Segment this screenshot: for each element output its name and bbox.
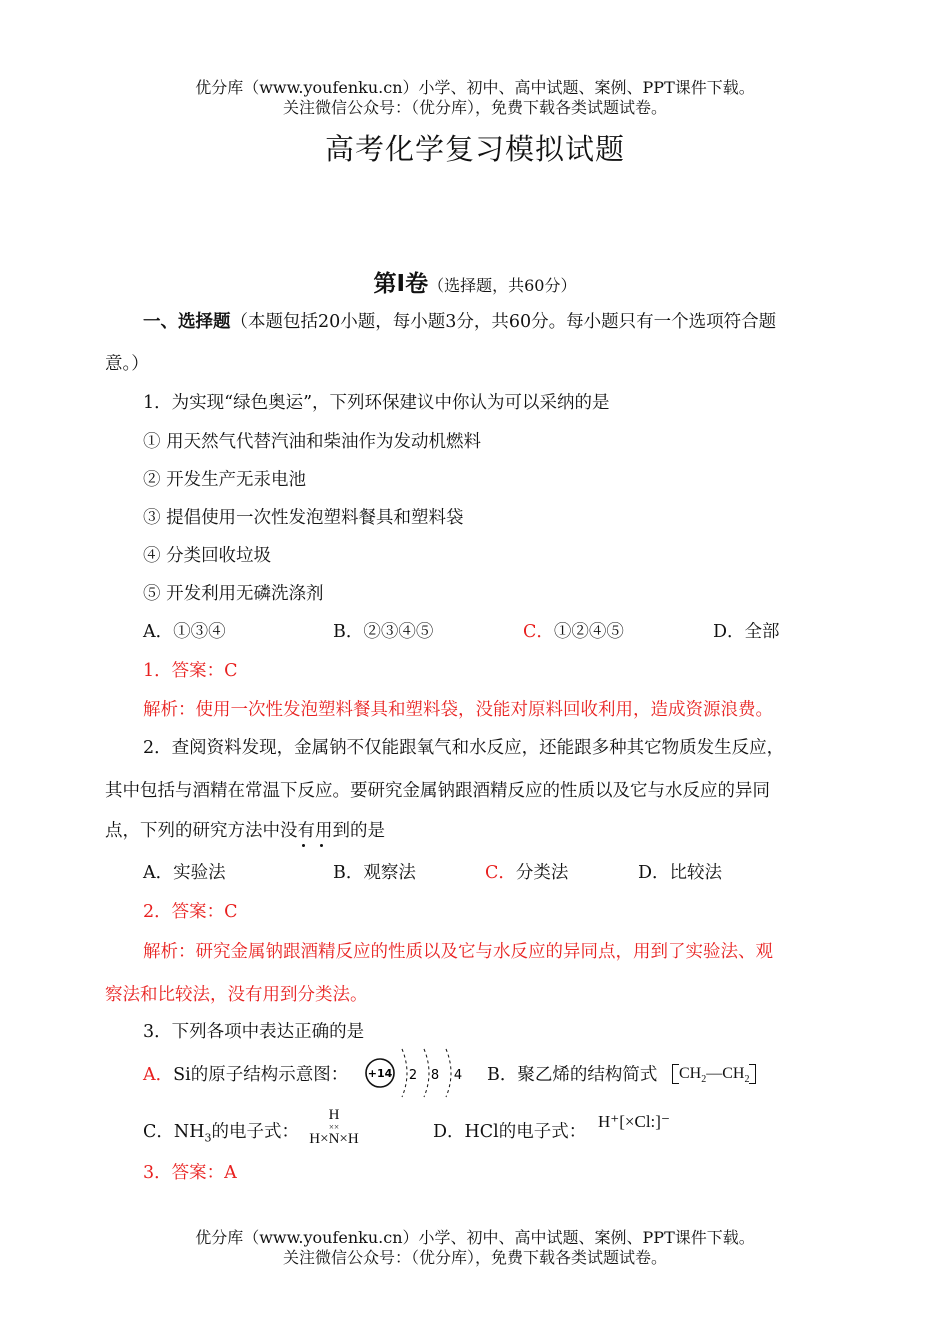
emphasis-dot xyxy=(320,844,323,847)
q1-item-2: ② 开发生产无汞电池 xyxy=(143,470,307,490)
footer-line-1: 优分库（www.youfenku.cn）小学、初中、高中试题、案例、PPT课件下载。 xyxy=(195,1228,755,1247)
q2-option-c-letter: C． xyxy=(485,863,516,883)
q2-stem-2: 其中包括与酒精在常温下反应。要研究金属钠跟酒精反应的性质以及它与水反应的异同 xyxy=(105,781,770,801)
q2-option-c-text: 分类法 xyxy=(515,863,569,883)
electron-shell-1 xyxy=(402,1049,407,1097)
formula-ch-1: CH xyxy=(679,1065,702,1082)
electron-shell-2 xyxy=(424,1049,429,1097)
q2-answer: 2．答案：C xyxy=(143,902,238,922)
emphasis-dot xyxy=(302,844,305,847)
section-heading xyxy=(0,265,950,298)
shell-count-2: 8 xyxy=(430,1068,440,1083)
section-note: （选择题，共60分） xyxy=(428,276,577,295)
intro-text-1: （本题包括20小题，每小题3分，共60分。每小题只有一个选项符合题 xyxy=(230,312,777,332)
q1-option-b: B．②③④⑤ xyxy=(333,622,434,642)
header-line-2: 关注微信公众号：（优分库），免费下载各类试题试卷。 xyxy=(282,98,667,117)
hcl-electron-formula: H⁺[×Cl:]⁻ xyxy=(598,1112,670,1131)
shell-count-3: 4 xyxy=(453,1068,463,1083)
intro-line-2: 意。） xyxy=(105,354,149,374)
q1-option-c xyxy=(523,620,624,644)
q2-option-b: B．观察法 xyxy=(333,863,416,883)
formula-bond: — xyxy=(706,1065,723,1082)
q3-stem: 3．下列各项中表达正确的是 xyxy=(143,1022,365,1042)
intro-line-1 xyxy=(143,310,776,334)
polyethylene-formula xyxy=(672,1060,756,1088)
nh3-shared-pair: ×× xyxy=(328,1122,340,1132)
intro-label: 一、选择题 xyxy=(143,312,231,332)
si-atom-diagram xyxy=(362,1043,472,1101)
section-title: 第Ⅰ卷 xyxy=(373,271,429,297)
q1-answer: 1．答案：C xyxy=(143,661,238,681)
electron-shell-3 xyxy=(446,1049,451,1097)
nucleus-charge: +14 xyxy=(367,1067,393,1080)
q1-item-1: ① 用天然气代替汽油和柴油作为发动机燃料 xyxy=(143,432,482,452)
footer-line-2: 关注微信公众号：（优分库），免费下载各类试题试卷。 xyxy=(282,1248,667,1267)
bracket-left xyxy=(672,1064,679,1084)
q1-stem: 1．为实现“绿色奥运”，下列环保建议中你认为可以采纳的是 xyxy=(143,393,610,413)
q1-item-3: ③ 提倡使用一次性发泡塑料餐具和塑料袋 xyxy=(143,508,464,528)
q1-option-a: A．①③④ xyxy=(143,622,226,642)
shell-count-1: 2 xyxy=(408,1068,418,1083)
formula-sub-2: 2 xyxy=(744,1074,750,1086)
q3-option-a-text: Si的原子结构示意图： xyxy=(173,1065,349,1085)
bracket-right xyxy=(749,1064,756,1084)
formula-sub-1: 2 xyxy=(701,1074,707,1086)
q1-option-d: D．全部 xyxy=(713,622,780,642)
q2-option-c xyxy=(485,861,568,885)
q1-item-5: ⑤ 开发利用无磷洗涤剂 xyxy=(143,584,324,604)
q3-option-a xyxy=(143,1063,348,1087)
q2-stem-1: 2．查阅资料发现，金属钠不仅能跟氧气和水反应，还能跟多种其它物质发生反应， xyxy=(143,738,785,758)
q3-option-c-text: C．NH xyxy=(143,1122,205,1142)
q1-analysis: 解析：使用一次性发泡塑料餐具和塑料袋，没能对原料回收利用，造成资源浪费。 xyxy=(143,700,773,720)
q2-analysis-1: 解析：研究金属钠跟酒精反应的性质以及它与水反应的异同点，用到了实验法、观 xyxy=(143,942,773,962)
q3-option-b: B．聚乙烯的结构简式 xyxy=(487,1065,658,1085)
formula-ch-2: CH xyxy=(722,1065,745,1082)
nh3-top-h: H xyxy=(328,1107,340,1123)
page-title: 高考化学复习模拟试题 xyxy=(324,132,625,166)
q3-option-c-text-2: 的电子式： xyxy=(211,1122,299,1142)
q1-item-4: ④ 分类回收垃圾 xyxy=(143,546,272,566)
q1-option-c-text: ①②④⑤ xyxy=(553,622,624,642)
q3-answer: 3．答案：A xyxy=(143,1163,237,1183)
q3-option-c-sub: 3 xyxy=(204,1131,212,1145)
q2-option-a: A．实验法 xyxy=(143,863,226,883)
q2-stem-3: 点，下列的研究方法中没有用到的是 xyxy=(105,821,385,841)
q2-option-d: D．比较法 xyxy=(638,863,723,883)
q3-option-d: D．HCl的电子式： xyxy=(433,1122,587,1142)
nh3-row: H×N×H xyxy=(309,1131,359,1147)
q3-option-c xyxy=(143,1120,299,1151)
q2-analysis-2: 察法和比较法，没有用到分类法。 xyxy=(105,985,368,1005)
header-line-1: 优分库（www.youfenku.cn）小学、初中、高中试题、案例、PPT课件下载。 xyxy=(195,78,755,97)
q3-option-a-letter: A． xyxy=(143,1065,174,1085)
nh3-electron-formula xyxy=(305,1107,363,1147)
q1-option-c-letter: C． xyxy=(523,622,554,642)
